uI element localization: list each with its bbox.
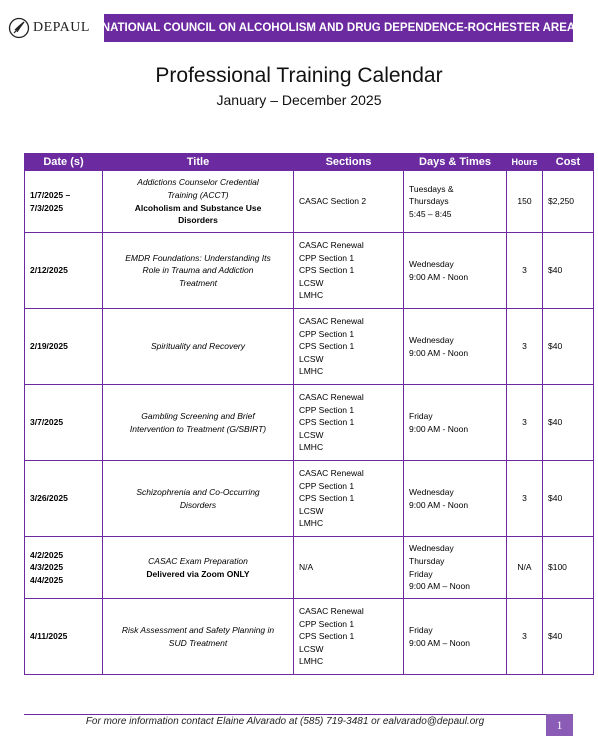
section-line: LMHC bbox=[299, 518, 324, 529]
cell-days-times bbox=[404, 309, 507, 385]
page-subtitle: January – December 2025 bbox=[216, 92, 382, 108]
days-line: Friday bbox=[409, 568, 433, 579]
days-line: Wednesday bbox=[409, 334, 454, 345]
section-line: LCSW bbox=[299, 429, 324, 440]
header-sections: Sections bbox=[294, 154, 404, 171]
cell-cost: $40 bbox=[543, 309, 594, 385]
page-title: Professional Training Calendar bbox=[155, 64, 443, 87]
title-line: Alcoholism and Substance Use bbox=[134, 202, 262, 213]
depaul-logo bbox=[8, 16, 102, 40]
cell-dates bbox=[25, 599, 103, 675]
date-line: 4/2/2025 bbox=[30, 549, 64, 560]
table-row bbox=[25, 233, 594, 309]
table-row bbox=[25, 537, 594, 599]
cell-cost: $40 bbox=[543, 599, 594, 675]
title-line: Schizophrenia and Co-Occurring bbox=[136, 486, 260, 497]
section-line: CASAC Renewal bbox=[299, 316, 364, 327]
table-row bbox=[25, 461, 594, 537]
cell-title bbox=[103, 461, 294, 537]
section-line: LCSW bbox=[299, 277, 324, 288]
header-cost: Cost bbox=[543, 154, 594, 171]
cell-dates bbox=[25, 461, 103, 537]
header-title: Title bbox=[103, 154, 294, 171]
section-line: CASAC Section 2 bbox=[299, 196, 367, 207]
days-line: Thursdays bbox=[409, 196, 449, 207]
days-line: 9:00 AM – Noon bbox=[409, 637, 470, 648]
date-line: 3/26/2025 bbox=[30, 493, 68, 504]
cell-cost: $40 bbox=[543, 233, 594, 309]
depaul-quill-logo-icon bbox=[8, 17, 30, 39]
title-line: Disorders bbox=[178, 215, 218, 226]
section-line: LCSW bbox=[299, 353, 324, 364]
days-line: Wednesday bbox=[409, 258, 454, 269]
days-line: Wednesday bbox=[409, 543, 454, 554]
cell-title bbox=[103, 171, 294, 233]
cell-hours: 3 bbox=[507, 309, 543, 385]
title-line: CASAC Exam Preparation bbox=[148, 555, 248, 566]
days-line: 9:00 AM – Noon bbox=[409, 581, 470, 592]
date-line: 7/3/2025 bbox=[30, 202, 64, 213]
section-line: CPP Section 1 bbox=[299, 252, 355, 263]
cell-hours: 150 bbox=[507, 171, 543, 233]
footer-contact: For more information contact Elaine Alvarado at (585) 719-3481 or ealvarado@depaul.org bbox=[85, 716, 485, 727]
cell-sections bbox=[294, 385, 404, 461]
header-hours: Hours bbox=[507, 154, 543, 171]
organization-banner: NATIONAL COUNCIL ON ALCOHOLISM AND DRUG DEPENDENCE-ROCHESTER AREA bbox=[104, 14, 573, 42]
table-row bbox=[25, 385, 594, 461]
cell-days-times bbox=[404, 233, 507, 309]
days-line: 9:00 AM - Noon bbox=[409, 499, 469, 510]
cell-hours: 3 bbox=[507, 233, 543, 309]
date-line: 4/11/2025 bbox=[30, 631, 68, 642]
title-line: Role in Trauma and Addiction bbox=[142, 265, 254, 276]
title-line: Spirituality and Recovery bbox=[150, 341, 245, 352]
cell-days-times bbox=[404, 461, 507, 537]
section-line: N/A bbox=[299, 562, 314, 573]
cell-title bbox=[103, 537, 294, 599]
section-line: CASAC Renewal bbox=[299, 392, 364, 403]
cell-title bbox=[103, 599, 294, 675]
table-row bbox=[25, 171, 594, 233]
date-line: 3/7/2025 bbox=[30, 417, 64, 428]
days-line: Wednesday bbox=[409, 486, 454, 497]
table-header-row bbox=[25, 154, 594, 171]
title-line: Risk Assessment and Safety Planning in bbox=[121, 624, 275, 635]
section-line: CPS Section 1 bbox=[299, 265, 355, 276]
days-line: 5:45 – 8:45 bbox=[409, 208, 452, 219]
cell-cost: $40 bbox=[543, 385, 594, 461]
days-line: 9:00 AM - Noon bbox=[409, 347, 469, 358]
cell-title bbox=[103, 385, 294, 461]
cell-cost: $100 bbox=[543, 537, 594, 599]
days-line: Friday bbox=[409, 624, 433, 635]
date-line: 4/4/2025 bbox=[30, 574, 64, 585]
date-line: 2/19/2025 bbox=[30, 341, 68, 352]
section-line: CPP Section 1 bbox=[299, 404, 355, 415]
title-line: Addictions Counselor Credential bbox=[137, 177, 259, 188]
cell-sections bbox=[294, 599, 404, 675]
title-line: Training (ACCT) bbox=[167, 189, 229, 200]
cell-sections bbox=[294, 171, 404, 233]
section-line: CASAC Renewal bbox=[299, 468, 364, 479]
cell-dates bbox=[25, 385, 103, 461]
cell-hours: 3 bbox=[507, 461, 543, 537]
cell-days-times bbox=[404, 537, 507, 599]
cell-sections bbox=[294, 537, 404, 599]
date-line: 4/3/2025 bbox=[30, 562, 64, 573]
cell-hours: N/A bbox=[507, 537, 543, 599]
section-line: CPS Section 1 bbox=[299, 417, 355, 428]
section-line: LCSW bbox=[299, 643, 324, 654]
title-line: Treatment bbox=[178, 277, 218, 288]
title-line: Gambling Screening and Brief bbox=[141, 410, 255, 421]
header-date: Date (s) bbox=[25, 154, 103, 171]
title-line: Intervention to Treatment (G/SBIRT) bbox=[129, 423, 267, 434]
cell-days-times bbox=[404, 385, 507, 461]
cell-sections bbox=[294, 233, 404, 309]
cell-hours: 3 bbox=[507, 599, 543, 675]
section-line: CASAC Renewal bbox=[299, 606, 364, 617]
cell-sections bbox=[294, 461, 404, 537]
cell-days-times bbox=[404, 171, 507, 233]
section-line: CPP Section 1 bbox=[299, 328, 355, 339]
section-line: CPS Section 1 bbox=[299, 341, 355, 352]
days-line: 9:00 AM - Noon bbox=[409, 423, 469, 434]
days-line: Tuesdays & bbox=[409, 183, 454, 194]
section-line: CPP Section 1 bbox=[299, 480, 355, 491]
title-line: SUD Treatment bbox=[168, 637, 228, 648]
cell-title bbox=[103, 309, 294, 385]
training-calendar-table bbox=[24, 153, 594, 675]
cell-cost: $2,250 bbox=[543, 171, 594, 233]
table-row bbox=[25, 599, 594, 675]
cell-dates bbox=[25, 171, 103, 233]
days-line: Friday bbox=[409, 410, 433, 421]
section-line: LCSW bbox=[299, 505, 324, 516]
section-line: CPP Section 1 bbox=[299, 618, 355, 629]
cell-dates bbox=[25, 309, 103, 385]
days-line: Thursday bbox=[409, 555, 445, 566]
section-line: CASAC Renewal bbox=[299, 240, 364, 251]
cell-dates bbox=[25, 233, 103, 309]
logo-text: DEPAUL bbox=[33, 20, 90, 35]
header-days-times: Days & Times bbox=[404, 154, 507, 171]
section-line: LMHC bbox=[299, 366, 324, 377]
title-line: Delivered via Zoom ONLY bbox=[146, 568, 250, 579]
title-line: Disorders bbox=[179, 499, 217, 510]
section-line: CPS Section 1 bbox=[299, 631, 355, 642]
title-line: EMDR Foundations: Understanding Its bbox=[125, 252, 271, 263]
page-number: 1 bbox=[546, 714, 573, 736]
section-line: LMHC bbox=[299, 290, 324, 301]
date-line: 1/7/2025 – bbox=[30, 189, 71, 200]
footer-divider bbox=[24, 714, 546, 715]
cell-sections bbox=[294, 309, 404, 385]
table-row bbox=[25, 309, 594, 385]
cell-cost: $40 bbox=[543, 461, 594, 537]
section-line: LMHC bbox=[299, 442, 324, 453]
cell-title bbox=[103, 233, 294, 309]
cell-days-times bbox=[404, 599, 507, 675]
cell-dates bbox=[25, 537, 103, 599]
section-line: CPS Section 1 bbox=[299, 493, 355, 504]
days-line: 9:00 AM - Noon bbox=[409, 271, 469, 282]
cell-hours: 3 bbox=[507, 385, 543, 461]
date-line: 2/12/2025 bbox=[30, 265, 68, 276]
section-line: LMHC bbox=[299, 656, 324, 667]
